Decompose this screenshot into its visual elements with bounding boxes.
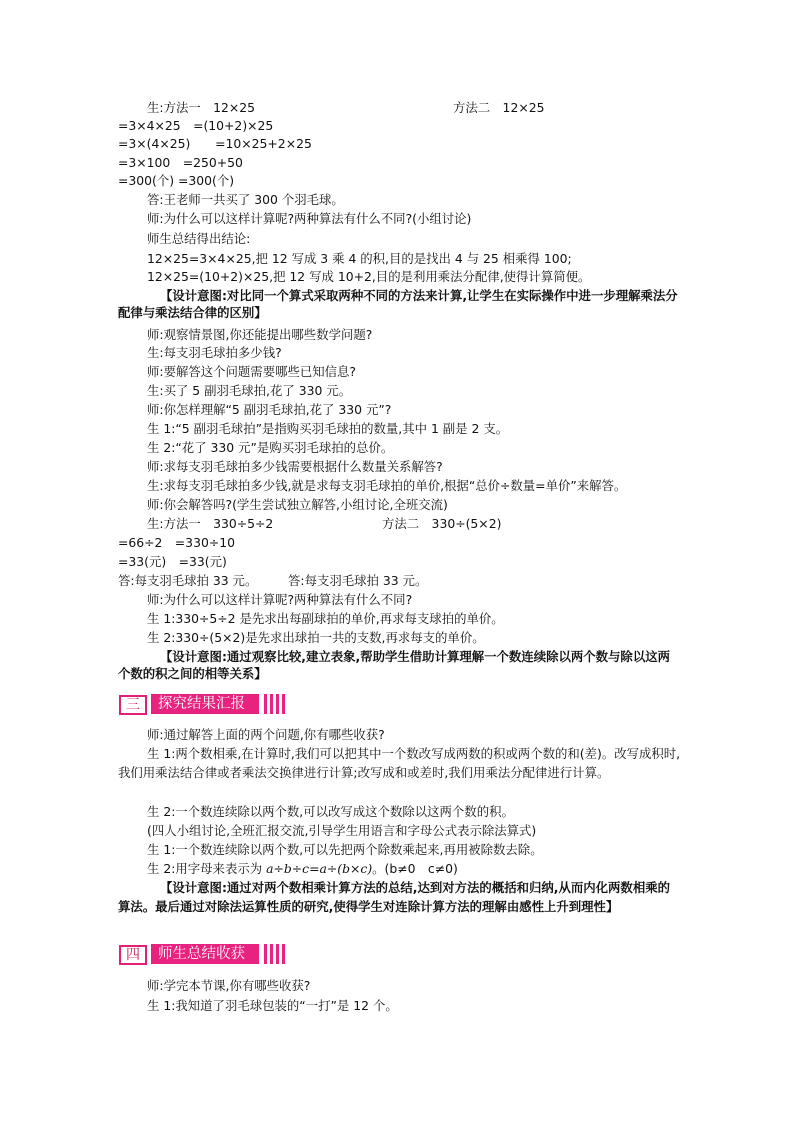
calc-line: =3×100 =250+50	[118, 155, 243, 170]
teacher-question: 师:通过解答上面的两个问题,你有哪些收获?	[147, 727, 385, 742]
summary-label: 师生总结得出结论:	[147, 231, 251, 246]
design-intent-note: 【设计意图:通过观察比较,建立表象,帮助学生借助计算理解一个数连续除以两个数与除以这两个数的积之间的相等关系】	[118, 649, 670, 681]
division-formula: a÷b÷c=a÷(b×c)	[266, 861, 373, 876]
answer-line: 答:每支羽毛球拍 33 元。	[288, 573, 428, 588]
formula-condition: 。(b≠0 c≠0)	[372, 861, 458, 876]
teacher-question: 师:学完本节课,你有哪些收获?	[147, 978, 311, 993]
section-title: 探究结果汇报	[151, 694, 259, 714]
dialogue-line: 生 1:“5 副羽毛球拍”是指购买羽毛球拍的数量,其中 1 副是 2 支。	[147, 421, 509, 436]
method-two-label: 方法二 330÷(5×2)	[382, 516, 502, 531]
student-answer: 生 1:330÷5÷2 是先求出每副球拍的单价,再求每支球拍的单价。	[147, 611, 504, 626]
design-intent-note: 【设计意图:通过对两个数相乘计算方法的总结,达到对方法的概括和归纳,从而内化两数相乘的算法。最后通过对除法运算性质的研究,使得学生对连除计算方法的理解由感性上升到理性】	[118, 880, 670, 914]
answer-line: 答:王老师一共买了 300 个羽毛球。	[147, 192, 344, 207]
section-header-three	[119, 694, 285, 714]
section-number: 三	[119, 695, 147, 715]
dialogue-line: 生 2:“花了 330 元”是购买羽毛球拍的总价。	[147, 440, 394, 455]
method-two-label: 方法二 12×25	[453, 100, 545, 115]
dialogue-line: 师:求每支羽毛球拍多少钱需要根据什么数量关系解答?	[147, 459, 443, 474]
answer-line: 答:每支羽毛球拍 33 元。	[118, 573, 258, 588]
teacher-question: 师:为什么可以这样计算呢?两种算法有什么不同?(小组讨论)	[147, 211, 472, 226]
dialogue-line: 生:求每支羽毛球拍多少钱,就是求每支羽毛球拍的单价,根据“总价÷数量=单价”来解答。	[147, 478, 627, 493]
calc-line: =66÷2 =330÷10	[118, 535, 235, 550]
calc-line: =3×(4×25) =10×25+2×25	[118, 136, 312, 151]
explanation-line: 12×25=(10+2)×25,把 12 写成 10+2,目的是利用乘法分配律,使得计算简便。	[147, 269, 591, 284]
student-answer: 生 2:一个数连续除以两个数,可以改写成这个数除以这两个数的积。	[147, 804, 514, 819]
student-answer: 生 2:330÷(5×2)是先求出球拍一共的支数,再求每支的单价。	[147, 630, 485, 645]
design-intent-note: 【设计意图:对比同一个算式采取两种不同的方法来计算,让学生在实际操作中进一步理解乘法分配律与乘法结合律的区别】	[118, 288, 678, 320]
formula-intro: 生 2:用字母来表示为	[147, 861, 267, 876]
teacher-question: 师:为什么可以这样计算呢?两种算法有什么不同?	[147, 592, 413, 607]
calc-line: =33(元) =33(元)	[118, 554, 227, 569]
dialogue-line: 生:每支羽毛球拍多少钱?	[147, 345, 282, 360]
student-answer-formula	[147, 860, 682, 877]
section-header-four	[119, 944, 285, 964]
dialogue-line: 师:你会解答吗?(学生尝试独立解答,小组讨论,全班交流)	[147, 497, 448, 512]
dialogue-line: 师:观察情景图,你还能提出哪些数学问题?	[147, 327, 373, 342]
classroom-note: (四人小组讨论,全班汇报交流,引导学生用语言和字母公式表示除法算式)	[147, 823, 537, 838]
dialogue-line: 师:你怎样理解“5 副羽毛球拍,花了 330 元”?	[147, 402, 392, 417]
section-number: 四	[119, 945, 147, 965]
calc-line: =3×4×25 =(10+2)×25	[118, 118, 274, 133]
student-answer: 生 1:两个数相乘,在计算时,我们可以把其中一个数改写成两数的积或两个数的和(差)。改写成积时,我们用乘法结合律或者乘法交换律进行计算;改写成和或差时,我们用乘法分配律进行计算。	[118, 746, 681, 780]
student-answer: 生 1:我知道了羽毛球包装的“一打”是 12 个。	[147, 998, 398, 1013]
decorative-stripes	[261, 944, 285, 964]
calc-line: =300(个) =300(个)	[118, 173, 235, 188]
method-one-line: 生:方法一 330÷5÷2	[147, 516, 274, 531]
dialogue-line: 生:买了 5 副羽毛球拍,花了 330 元。	[147, 383, 352, 398]
method-one-line	[147, 99, 682, 116]
decorative-stripes	[261, 694, 285, 714]
section-title: 师生总结收获	[151, 944, 259, 964]
method-one-left: 生:方法一 12×25	[147, 100, 256, 115]
student-answer: 生 1:一个数连续除以两个数,可以先把两个除数乘起来,再用被除数去除。	[147, 842, 543, 857]
dialogue-line: 师:要解答这个问题需要哪些已知信息?	[147, 364, 357, 379]
explanation-line: 12×25=3×4×25,把 12 写成 3 乘 4 的积,目的是找出 4 与 25 相乘得 100;	[147, 251, 572, 266]
